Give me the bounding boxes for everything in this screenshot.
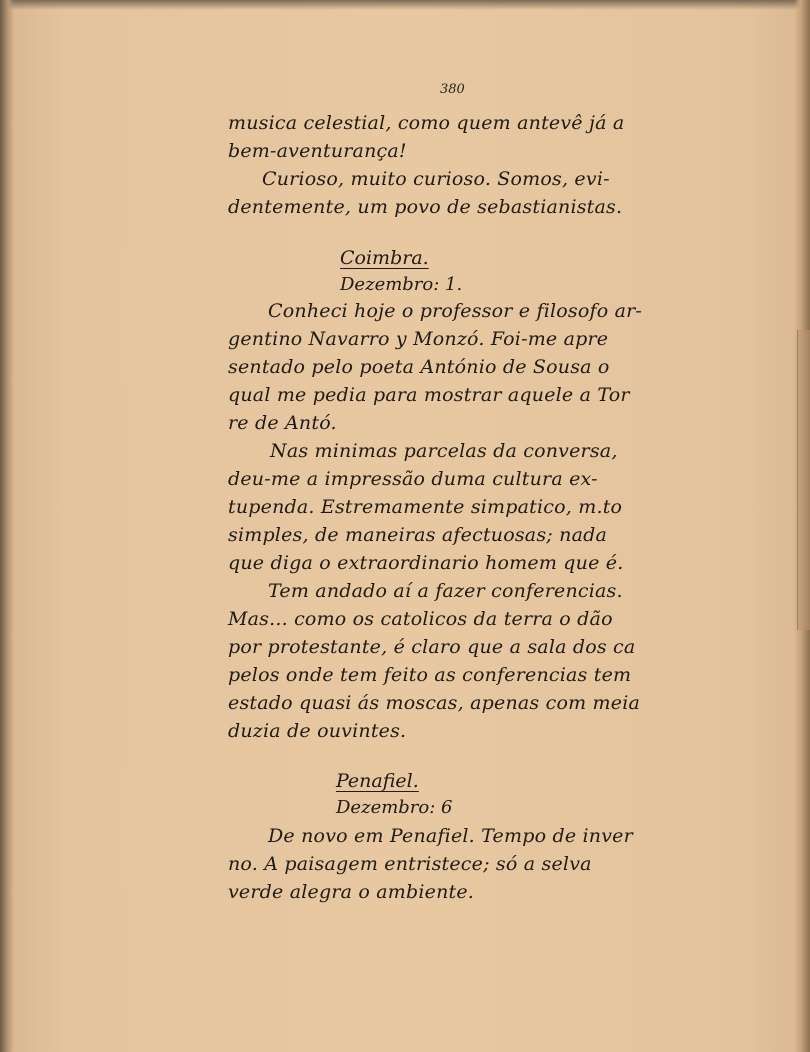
section-heading-penafiel: Penafiel. bbox=[336, 770, 419, 792]
page-number: 380 bbox=[440, 82, 465, 97]
section-date-penafiel: Dezembro: 6 bbox=[336, 797, 453, 818]
section-date-coimbra: Dezembro: 1. bbox=[340, 274, 463, 295]
text-line: que diga o extraordinario homem que é. bbox=[228, 552, 624, 574]
text-line: sentado pelo poeta António de Sousa o bbox=[228, 356, 610, 378]
text-line: deu-me a impressão duma cultura ex- bbox=[228, 468, 598, 490]
section-heading-coimbra: Coimbra. bbox=[340, 247, 429, 269]
text-line: no. A paisagem entristece; só a selva bbox=[228, 853, 592, 875]
text-line: dentemente, um povo de sebastianistas. bbox=[228, 196, 623, 218]
text-line: Mas... como os catolicos da terra o dão bbox=[228, 608, 613, 630]
binding-tab bbox=[797, 330, 810, 630]
page-edge-top bbox=[0, 0, 810, 10]
text-line: duzia de ouvintes. bbox=[228, 720, 407, 742]
text-line: De novo em Penafiel. Tempo de inver bbox=[268, 825, 633, 847]
text-line: Tem andado aí a fazer conferencias. bbox=[268, 580, 623, 602]
text-line: qual me pedia para mostrar aquele a Tor bbox=[228, 384, 630, 406]
text-line: musica celestial, como quem antevê já a bbox=[228, 112, 625, 134]
text-line: tupenda. Estremamente simpatico, m.to bbox=[228, 496, 623, 518]
page-edge-left bbox=[0, 0, 14, 1052]
text-line: gentino Navarro y Monzó. Foi-me apre bbox=[228, 328, 609, 350]
text-line: Conheci hoje o professor e filosofo ar- bbox=[268, 300, 643, 322]
text-line: verde alegra o ambiente. bbox=[228, 881, 475, 903]
text-line: simples, de maneiras afectuosas; nada bbox=[228, 524, 607, 546]
text-line: por protestante, é claro que a sala dos ca bbox=[228, 636, 636, 658]
text-line: bem-aventurança! bbox=[228, 140, 407, 162]
text-line: estado quasi ás moscas, apenas com meia bbox=[228, 692, 641, 714]
text-line: Curioso, muito curioso. Somos, evi- bbox=[262, 168, 610, 190]
text-line: Nas minimas parcelas da conversa, bbox=[270, 440, 618, 462]
text-line: re de Antó. bbox=[228, 412, 337, 434]
text-line: pelos onde tem feito as conferencias tem bbox=[228, 664, 632, 686]
